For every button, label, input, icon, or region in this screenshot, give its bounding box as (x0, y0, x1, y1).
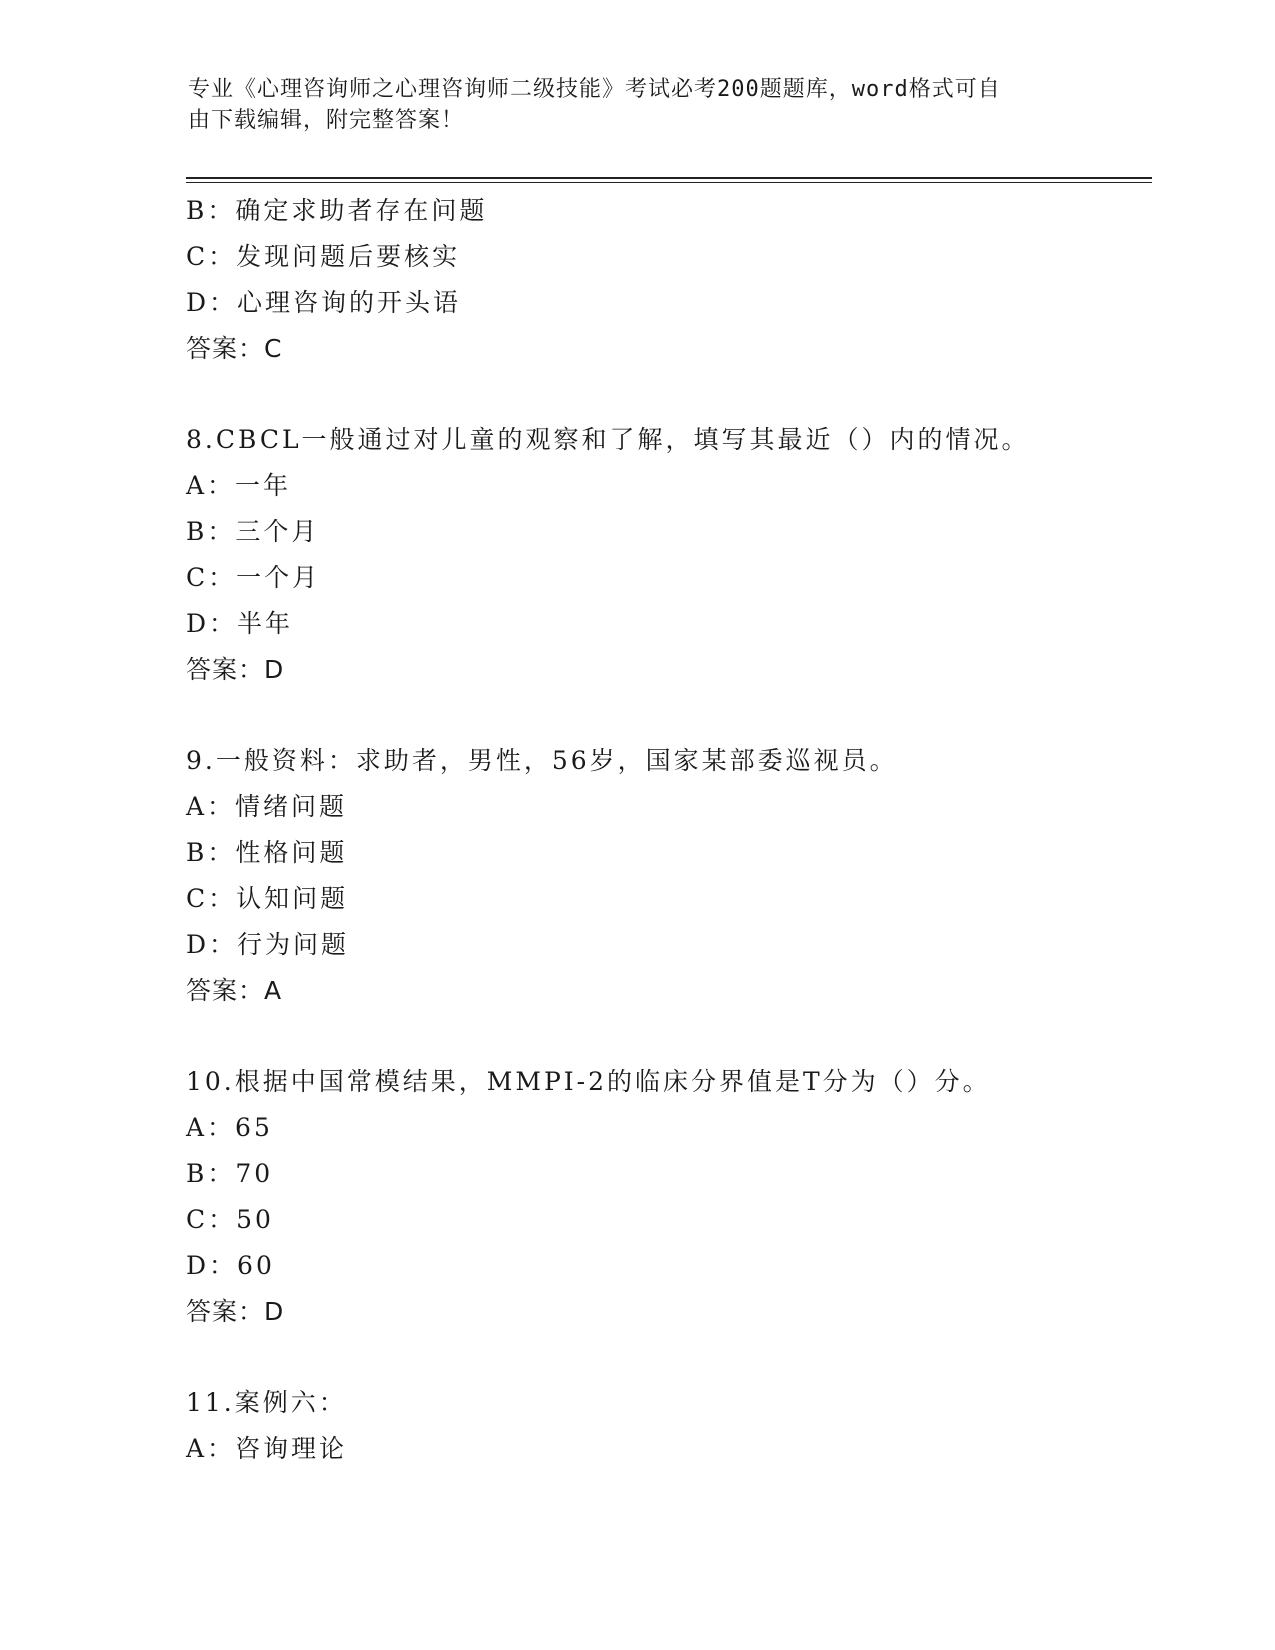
question-list (186, 188, 1146, 1472)
option-a: A：咨询理论 (186, 1434, 348, 1463)
spacer (186, 693, 1146, 738)
question-block-9 (186, 738, 1146, 1014)
question-text: 8.CBCL一般通过对儿童的观察和了解，填写其最近（）内的情况。 (186, 425, 1030, 454)
question-block-prev (186, 188, 1146, 372)
option-d: D：心理咨询的开头语 (186, 288, 462, 317)
spacer (186, 1335, 1146, 1380)
header-line-2: 由下载编辑，附完整答案！ (188, 108, 465, 133)
option-c: C：一个月 (186, 563, 321, 592)
option-b: B：70 (186, 1159, 274, 1188)
answer-line: 答案：D (186, 1297, 285, 1326)
answer-line: 答案：C (186, 334, 283, 363)
option-c: C：认知问题 (186, 884, 349, 913)
question-block-11 (186, 1380, 1146, 1472)
spacer (186, 1014, 1146, 1059)
option-d: D：行为问题 (186, 930, 350, 959)
option-b: B：三个月 (186, 517, 320, 546)
question-block-8 (186, 417, 1146, 693)
question-text: 9.一般资料：求助者，男性，56岁，国家某部委巡视员。 (186, 746, 898, 775)
header-divider-thin (186, 182, 1152, 183)
question-text: 11.案例六： (186, 1388, 347, 1417)
option-a: A：65 (186, 1113, 273, 1142)
header-line-1: 专业《心理咨询师之心理咨询师二级技能》考试必考200题题库，word格式可自 (188, 77, 1001, 102)
option-b: B：确定求助者存在问题 (186, 196, 488, 225)
question-block-10 (186, 1059, 1146, 1335)
spacer (186, 372, 1146, 417)
option-c: C：发现问题后要核实 (186, 242, 461, 271)
header-divider-thick (186, 177, 1152, 179)
option-a: A：情绪问题 (186, 792, 348, 821)
option-c: C：50 (186, 1205, 274, 1234)
answer-line: 答案：D (186, 655, 285, 684)
option-a: A：一年 (186, 471, 292, 500)
option-d: D：60 (186, 1251, 275, 1280)
document-header (188, 74, 1088, 136)
answer-line: 答案：A (186, 976, 283, 1005)
question-text: 10.根据中国常模结果，MMPI-2的临床分界值是T分为（）分。 (186, 1067, 991, 1096)
option-d: D：半年 (186, 609, 294, 638)
option-b: B：性格问题 (186, 838, 348, 867)
